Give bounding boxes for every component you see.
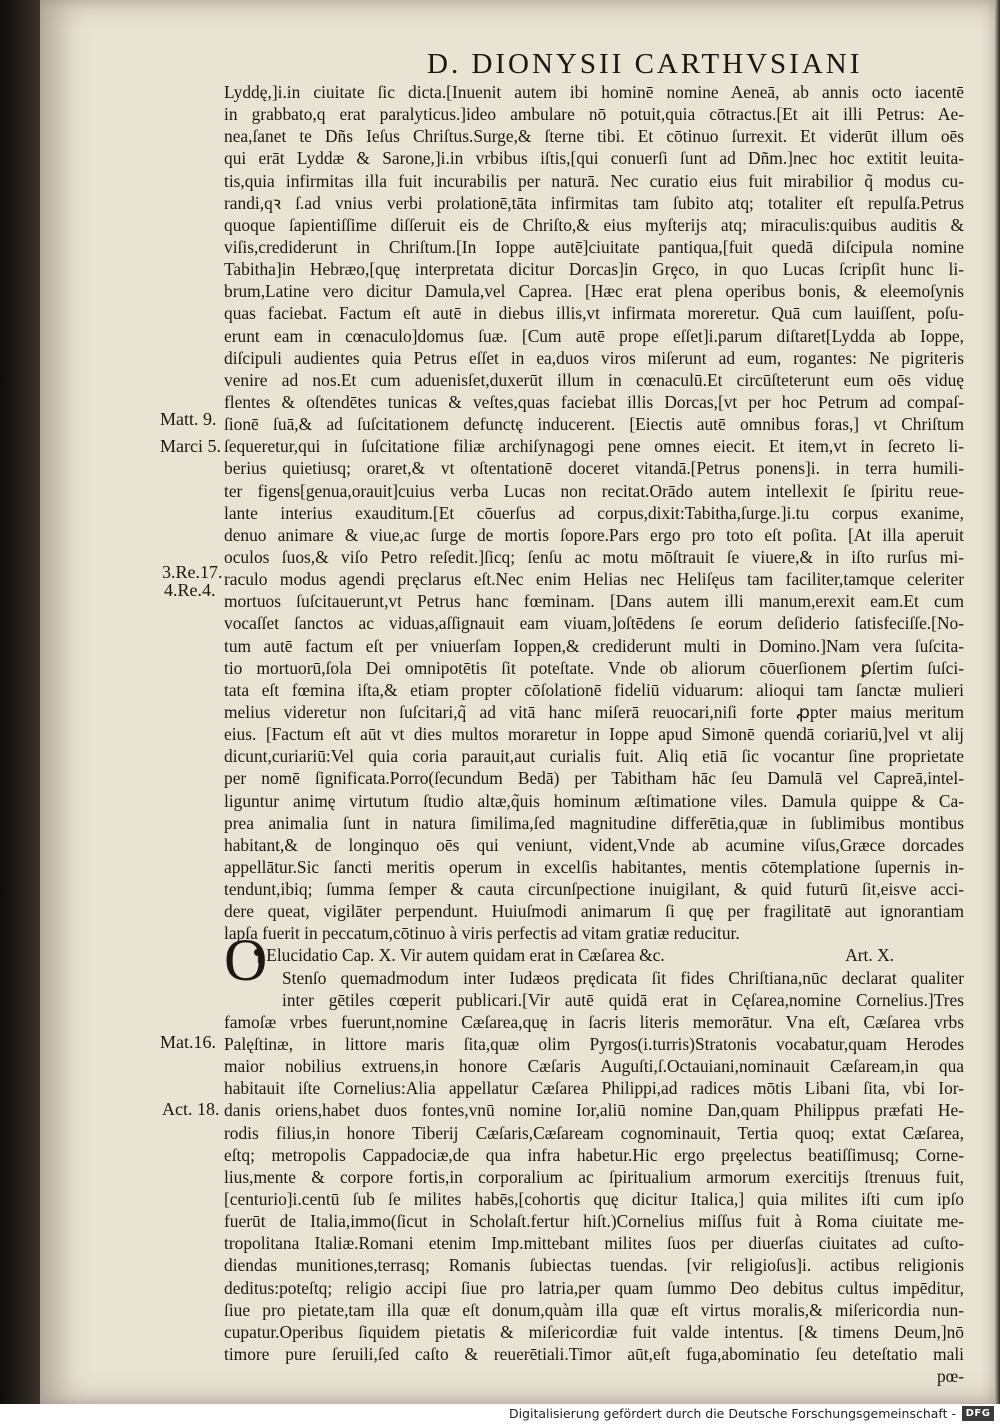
- article-number: Art. X.: [845, 945, 894, 966]
- margin-note-mat16: Mat.16.: [160, 1032, 216, 1052]
- body-text: [224, 81, 964, 1387]
- text-line: inter gētiles cœperit publicari.[Vir autē quidā erat in Cęſarea,nomine Cornelius.]Tres: [282, 989, 964, 1010]
- text-line: fuerūt de Italia,immo(ſicut in Scholaſt.fertur hiſt.)Cornelius miſſus fuit à Roma ciuitate me-: [224, 1211, 964, 1232]
- text-line: brum,Latine vero dicitur Damula,vel Caprea. [Hæc erat plena operibus bonis, & eleemoſynis: [224, 281, 964, 302]
- text-line: tata eſt fœmina iſta,& etiam propter cōſolationē fideliū viduarum: alioqui tam ſanctæ mulieri: [224, 679, 964, 700]
- text-line: diſcipuli audientes quia Petrus eſſet in ea,duos viros miſerunt ad eum, rogantes: Ne pigriteris: [224, 347, 964, 368]
- text-line: [centurio]i.centū ſub ſe milites habēs,[cohortis quę dicitur Italica,] quia milites iſti cum ipſo: [224, 1189, 964, 1210]
- text-line: tum autē factum eſt per vniuerſam Ioppen,& crediderunt multi in Domino.]Nam vera ſuſcita-: [224, 635, 964, 656]
- text-line: flentes & oſtendētes tunicas & veſtes,quas faciebat illis Dorcas,[vt per hoc Petrum ad compaſ-: [224, 391, 964, 412]
- section-heading-text: ¶ Elucidatio Cap. X. Vir autem quidam erat in Cæſarea &c.: [254, 945, 665, 966]
- text-line: ſequeretur,qui in ſuſcitatione filiæ archiſynagogi pene omnes eiecit. Et item,vt in ſecreto li-: [224, 436, 964, 457]
- text-line: famoſæ vrbes fuerunt,nomine Cæſarea,quę in ſacris literis memorātur. Vna eſt, Cæſarea vrbs: [224, 1011, 964, 1032]
- text-line: Tabitha]in Hebræo,[quę interpretata dicitur Dorcas]in Grȩco, in quo Lucas ſcripſit hunc li-: [224, 259, 964, 280]
- catchword: pœ-: [936, 1366, 964, 1387]
- text-line: dicunt,curiariū:Vel quia coria parauit,aut curialis fuit. Aliq etiā ſic vocantur ſine proprietate: [224, 746, 964, 767]
- running-head: D. DIONYSII CARTHVSIANI: [427, 48, 863, 80]
- funding-credit: Digitalisierung gefördert durch die Deutsche Forschungsgemeinschaft -: [508, 1406, 956, 1421]
- text-line: lapſa fuerit in peccatum,cōtinuo à viris perfectis ad vitam gratiæ reducitur.: [224, 923, 740, 944]
- text-line: erunt eam in cœnaculo]domus ſuæ. [Cum autē prope eſſet]i.parum diſtaret[Lydda ab Ioppe,: [224, 325, 964, 346]
- text-line: randi,qꝛ ſ.ad vnius verbi prolationē,tāta infirmitas tam ſubito atq; totaliter eſt repulſa.Petrus: [224, 192, 964, 213]
- text-line: berius quietiusq; oraret,& vt oſtentationē doceret vitandā.[Petrus ponens]i. in terra humili-: [224, 458, 964, 479]
- text-line: prea animalia ſunt in natura ſimilima,ſed magnitudine differētia,quæ in ſublimibus montibus: [224, 812, 964, 833]
- text-line: nea,ſanet te Dñs Ieſus Chriſtus.Surge,& ſterne tibi. Et cōtinuo ſurrexit. Et viderūt illum oēs: [224, 126, 964, 147]
- text-line: raculo modus agendi pręclarus eſt.Nec enim Helias nec Heliſęus tam faciliter,tamque celeriter: [224, 569, 964, 590]
- dfg-logo: DFG: [962, 1406, 994, 1421]
- text-line: ter figens[genua,orauit]cuius verba Lucas non recitat.Orādo autem intellexit ſe ſpiritu reue-: [224, 480, 964, 501]
- text-line: appellātur.Sic ſancti meritis operum in excelſis habitantes, mentis cōtemplatione ſupernis in-: [224, 856, 964, 877]
- text-line: lius,mente & corpore fortis,in corporalium ac ſpiritualium armorum exercitijs ſtrenuus fuit,: [224, 1166, 964, 1187]
- text-line: quas faciebat. Factum eſt autē in diebus illis,vt infirmata moreretur. Quā cum lauiſſent, poſu-: [224, 303, 964, 324]
- text-line: vocaſſet ſanctos ac viduas,aſſignauit eam viuam,]oſtēdens ſe eorum deſiderio ſatisfeciſſe.[No-: [224, 613, 964, 634]
- text-line: qui erāt Lyddæ & Sarone,]i.in vrbibus iſtis,[qui conuerſi ſunt ad Dñm.]nec hoc extitit leuita-: [224, 148, 964, 169]
- text-line: per nomē ſignificata.Porro(ſecundum Bedā) per Tabitham hāc ſeu Damulā vel Capreā,intel-: [224, 768, 964, 789]
- text-line: habitant,& de longinquo oēs qui veniunt, vident,Vnde ab acumine viſus,Græce dorcades: [224, 834, 964, 855]
- text-line: habitauit iſte Cornelius:Alia appellatur Cæſarea Philippi,ad radices mōtis Libani ſita, vbi Ior-: [224, 1078, 964, 1099]
- text-line: lante interius exauditum.[Et cōuerſus ad corpus,dixit:Tabitha,ſurge.]i.tu corpus exanime,: [224, 502, 964, 523]
- text-line: oculos ſuos,& viſo Petro reſedit.]ſicq; ſenſu ac motu mōſtrauit ſe viuere,& in iſto rurſus mi-: [224, 546, 964, 567]
- text-line: in grabbato,q erat paralyticus.]ideo ambulare nō potuit,quia cōtractus.[Et ait illi Petrus: Ae-: [224, 104, 964, 125]
- margin-note-marci: Marci 5.: [160, 436, 221, 456]
- text-line: rodis filius,in honore Tiberij Cæſaris,Cæſaream cognominauit, Tertia quoq; extat Cæſarea,: [224, 1122, 964, 1143]
- text-line: tis,quia infirmitas illa fuit incurabilis per naturā. Nec curatio eius fuit mirabilior q̃ modus cu-: [224, 170, 964, 191]
- text-line: eſtq; metropolis Cappadociæ,de qua infra habetur.Hic ergo prȩelectus beatiſſimusq; Corne-: [224, 1144, 964, 1165]
- text-line: liguntur animę virtutum ſtudio altæ,q̃uis hominum æſtimatione viles. Damula quippe & Ca-: [224, 790, 964, 811]
- margin-note-4re: 4.Re.4.: [164, 580, 216, 600]
- margin-note-act18: Act. 18.: [162, 1099, 220, 1119]
- text-line: venire ad nos.Et cum aduenisſet,duxerūt illum in cœnaculū.Et circūſteterunt eum oēs viduę: [224, 369, 964, 390]
- drop-cap-initial: O: [224, 927, 268, 993]
- text-line: denuo animare & viue,ac ſurge de mortis ſopore.Pars ergo pro toto eſt poſita. [At illa aperuit: [224, 524, 964, 545]
- text-line: diendas munitiones,terrasq; Romanis ſubiectas tuendas. [vir religioſus]i. actibus religionis: [224, 1255, 964, 1276]
- text-line: maior nobilius extruens,in honore Cæſaris Auguſti,ſ.Octauiani,nominauit Cæſaream,in qua: [224, 1056, 964, 1077]
- margin-note-matt: Matt. 9.: [160, 409, 217, 429]
- margin-note-3re: 3.Re.17.: [162, 562, 223, 582]
- text-line: viſis,crediderunt in Chriſtum.[In Ioppe autē]ciuitate pantiqua,[fuit quedā diſcipula nomine: [224, 236, 964, 257]
- text-line: timore pure ſeruili,ſed caſto & reuerētiali.Timor aūt,eſt fuga,abominatio ſeu deteſtatio mali: [224, 1344, 964, 1365]
- section-heading: [224, 944, 964, 966]
- book-binding: [0, 0, 40, 1424]
- text-line: Lyddę,]i.in ciuitate ſic dicta.[Inuenit autem ibi hominē nomine Aeneā, ab annis octo iacentē: [224, 82, 964, 102]
- text-line: quoque ſapientiſſime diſſeruit eis de Chriſto,& eius myſterijs atq; miraculis:quibus auditis &: [224, 214, 964, 235]
- text-line: danis oriens,habet duos fontes,vnū nomine Ior,aliū nomine Dan,quam Philippus præfati He-: [224, 1100, 964, 1121]
- text-line: tio mortuorū,ſola Dei omnipotētis ſit poteſtate. Vnde ob aliorum cōuerſionem ꝑſertim ſuſci-: [224, 657, 964, 678]
- text-line: eius. [Factum eſt aūt vt dies multos moraretur in Ioppe apud Simonē quendā coriariū,]vel vt alij: [224, 724, 964, 745]
- text-line: Palęſtinæ, in littore maris ſita,quæ olim Pyrgos(i.turris)Stratonis vocabatur,quam Herodes: [224, 1034, 964, 1055]
- text-line: cupatur.Operibus ſiquidem pietatis & miſericordiæ fuit valde intentus. [& timens Deum,]nō: [224, 1321, 964, 1342]
- text-line: ſionē ſuā,& ad ſuſcitationem defunctę inducerent. [Eiectis autē omnibus foras,] vt Chriſtum: [224, 414, 964, 435]
- text-line: dere queat, vigilāter perpendunt. Huiuſmodi animarum ſi quę per fragilitatē aut ignorantiam: [224, 901, 964, 922]
- text-line: Stenſo quemadmodum inter Iudæos prędicata ſit fides Chriſtiana,nūc declarat qualiter: [282, 967, 964, 988]
- text-line: tendunt,ibiq; ſumma ſemper & cauta circunſpectione inuigilant, & quid futurū ſit,eisve acci-: [224, 879, 964, 900]
- text-line: melius videretur non ſuſcitari,q̃ ad vitā hanc miſerā reuocari,niſi forte ꝓpter maius meritum: [224, 701, 964, 722]
- text-line: tropolitana Italiæ.Romani etenim Imp.mittebant milites ſuos per diuerſas ciuitates ad cuſto-: [224, 1233, 964, 1254]
- text-line: ſiue pro pietate,tam illa quæ eſt donum,quàm illa quæ eſt virtus moralis,& miſericordia nun-: [224, 1299, 964, 1320]
- page-edge: [995, 0, 1000, 1404]
- text-line: mortuos ſuſcitauerunt,vt Petrus hanc fœminam. [Dans autem illi manum,erexit eam.Et cum: [224, 591, 964, 612]
- text-line: deditus:poteſtq; religio accipi ſiue pro latria,per quam ſummo Deo debitus cultus impēditur,: [224, 1277, 964, 1298]
